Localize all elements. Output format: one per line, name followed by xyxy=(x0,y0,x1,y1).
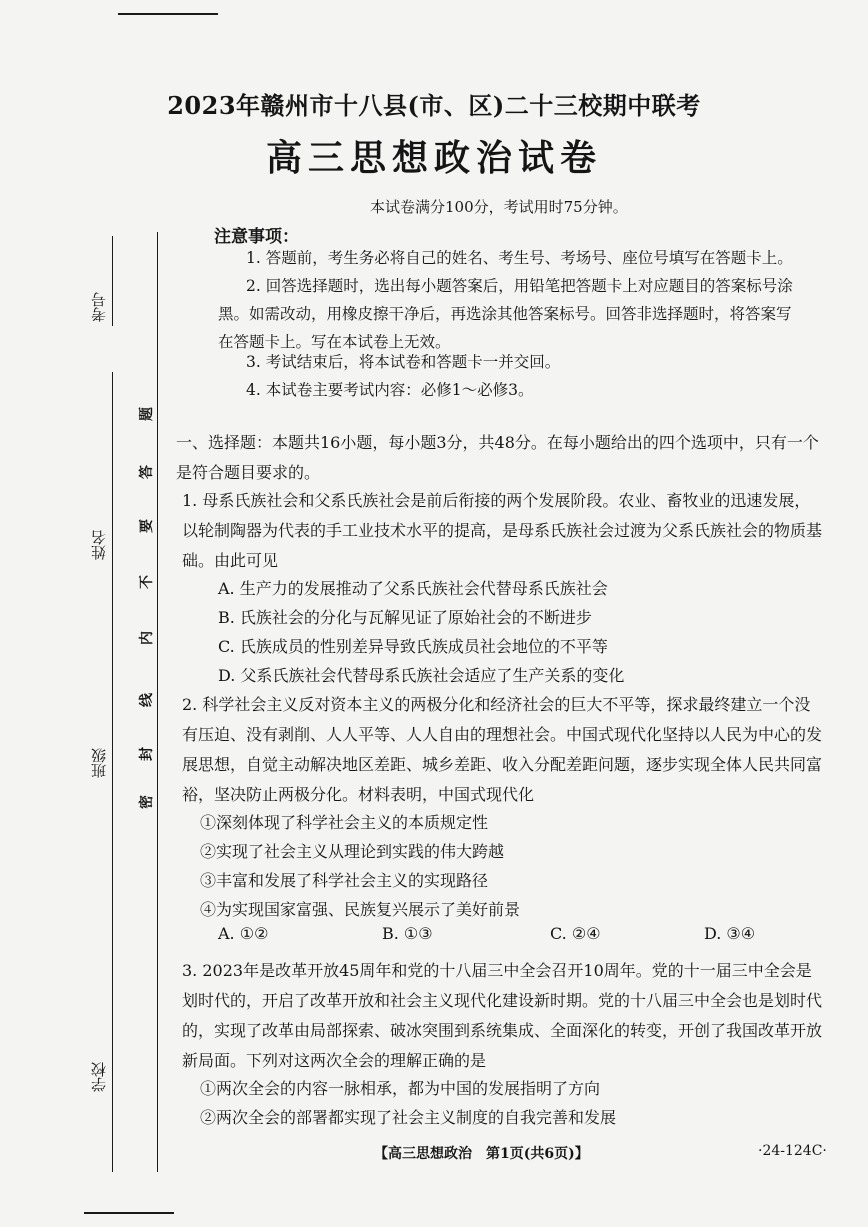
exam-supertitle: 2023年赣州市十八县(市、区)二十三校期中联考 xyxy=(167,91,701,120)
question-item: ②两次全会的部署都实现了社会主义制度的自我完善和发展 xyxy=(200,1108,617,1127)
seal-char: 答 xyxy=(139,465,155,479)
top-rule xyxy=(118,13,218,15)
exam-info: 本试卷满分100分，考试用时75分钟。 xyxy=(370,198,628,216)
question-item: ③丰富和发展了科学社会主义的实现路径 xyxy=(200,871,489,890)
seal-char: 密 xyxy=(139,795,155,809)
seal-char: 题 xyxy=(139,407,155,421)
question-option: B. 氏族社会的分化与瓦解见证了原始社会的不断进步 xyxy=(218,608,592,627)
answer-choice: A. ①② xyxy=(218,924,269,943)
seal-char: 内 xyxy=(139,631,155,645)
notice-item: 4. 本试卷主要考试内容：必修1～必修3。 xyxy=(246,381,534,399)
notice-item: 2. 回答选择题时，选出每小题答案后，用铅笔把答题卡上对应题目的答案标号涂黑。如需改动，用橡皮擦干净后，再选涂其他答案标号。回答非选择题时，将答案写在答题卡上。写在本试卷上无效。 xyxy=(218,277,793,351)
notice-item: 1. 答题前，考生务必将自己的姓名、考生号、考场号、座位号填写在答题卡上。 xyxy=(246,249,793,267)
school-label: 学校 xyxy=(90,1062,108,1092)
question-item: ①两次全会的内容一脉相承，都为中国的发展指明了方向 xyxy=(200,1079,601,1098)
answer-choice: D. ③④ xyxy=(704,924,756,943)
notice-heading: 注意事项： xyxy=(214,227,299,247)
exam-title: 高三思想政治试卷 xyxy=(265,137,602,179)
seal-char: 封 xyxy=(139,747,155,761)
seal-char: 要 xyxy=(139,519,155,533)
question-item: ④为实现国家富强、民族复兴展示了美好前景 xyxy=(200,900,521,919)
question-option: A. 生产力的发展推动了父系氏族社会代替母系氏族社会 xyxy=(218,579,608,598)
question-item: ①深刻体现了科学社会主义的本质规定性 xyxy=(200,813,489,832)
seal-char: 线 xyxy=(139,693,155,707)
seal-char: 不 xyxy=(139,575,155,589)
exam-number-label: 考号 xyxy=(90,292,108,322)
answer-choice: C. ②④ xyxy=(550,924,601,943)
section-heading: 一、选择题：本题共16小题，每小题3分，共48分。在每小题给出的四个选项中，只有一个是符合题目要求的。 xyxy=(176,433,819,482)
question-item: ②实现了社会主义从理论到实践的伟大跨越 xyxy=(200,842,505,861)
bottom-rule xyxy=(84,1212,174,1214)
question-stem: 3. 2023年是改革开放45周年和党的十八届三中全会召开10周年。党的十一届三中全会是划时代的，开启了改革开放和社会主义现代化建设新时期。党的十八届三中全会也是划时代的，实现了改革由局部探索、破冰突围到系统集成、全面深化的转变，开创了我国改革开放新局面。下列对这两次全会的理解正确的是 xyxy=(182,961,823,1070)
question-stem: 1. 母系氏族社会和父系氏族社会是前后衔接的两个发展阶段。农业、畜牧业的迅速发展，以轮制陶器为代表的手工业技术水平的提高，是母系氏族社会过渡为父系氏族社会的物质基础。由此可见 xyxy=(182,491,823,570)
name-label: 姓名 xyxy=(90,530,108,560)
margin-line-short xyxy=(112,236,113,326)
question-stem: 2. 科学社会主义反对资本主义的两极分化和经济社会的巨大不平等，探求最终建立一个没有压迫、没有剥削、人人平等、人人自由的理想社会。中国式现代化坚持以人民为中心的发展思想，自觉主动解决地区差距、城乡差距、收入分配差距问题，逐步实现全体人民共同富裕，坚决防止两极分化。材料表明，中国式现代化 xyxy=(182,695,823,804)
question-option: C. 氏族成员的性别差异导致氏族成员社会地位的不平等 xyxy=(218,637,608,656)
paper-code: ·24-124C· xyxy=(758,1143,827,1159)
margin-line-middle xyxy=(157,232,158,1172)
notice-item: 3. 考试结束后，将本试卷和答题卡一并交回。 xyxy=(246,353,561,371)
class-label: 班级 xyxy=(90,748,108,778)
page-footer-label: 【高三思想政治 第1页(共6页)】 xyxy=(374,1146,589,1162)
question-option: D. 父系氏族社会代替母系氏族社会适应了生产关系的变化 xyxy=(218,666,625,685)
answer-choice: B. ①③ xyxy=(382,924,433,943)
margin-line-outer xyxy=(112,372,113,1172)
